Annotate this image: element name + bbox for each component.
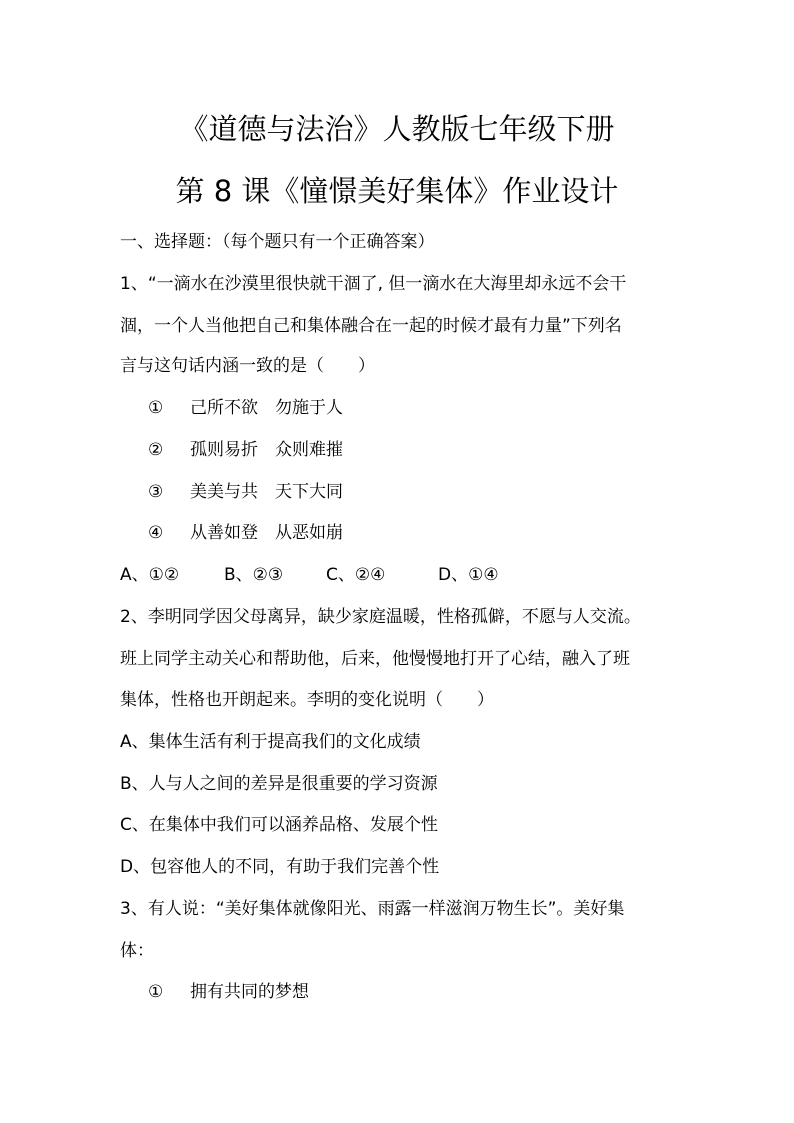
q1-option-number: ①: [148, 398, 164, 418]
q3-option-text: 拥有共同的梦想: [190, 982, 309, 1002]
q3-option-number: ①: [148, 982, 164, 1002]
q2-text-line: 班上同学主动关心和帮助他，后来，他慢慢地打开了心结，融入了班: [120, 649, 630, 669]
q1-answer-choices: [120, 563, 499, 587]
q1-option-text: 己所不欲 勿施于人: [190, 398, 343, 418]
q1-option: [148, 480, 343, 504]
q1-choice: C、②④: [326, 565, 386, 585]
section-heading: 一、选择题：（每个题只有一个正确答案）: [120, 232, 435, 252]
q1-option-number: ③: [148, 482, 164, 502]
q3-option: [148, 980, 309, 1004]
q2-answer: B、人与人之间的差异是很重要的学习资源: [120, 774, 438, 794]
q1-option-text: 从善如登 从恶如崩: [190, 523, 343, 543]
q1-option: [148, 521, 343, 545]
q3-text-line: 3、有人说：“美好集体就像阳光、雨露一样滋润万物生长”。美好集: [120, 899, 625, 919]
q1-choice: D、①④: [438, 565, 499, 585]
document-title-line2: 第 8 课《憧憬美好集体》作业设计: [175, 174, 619, 208]
q1-text-line: 涸，一个人当他把自己和集体融合在一起的时候才最有力量”下列名: [120, 316, 622, 336]
q2-answer: A、集体生活有利于提高我们的文化成绩: [120, 732, 421, 752]
q1-option-text: 孤则易折 众则难摧: [190, 440, 343, 460]
q2-text-line: 集体，性格也开朗起来。李明的变化说明（ ）: [120, 690, 494, 710]
q2-answer: D、包容他人的不同，有助于我们完善个性: [120, 857, 440, 877]
document-title-line1: 《道德与法治》人教版七年级下册: [179, 112, 615, 146]
q1-option: [148, 396, 343, 420]
q2-answer: C、在集体中我们可以涵养品格、发展个性: [120, 815, 438, 835]
q1-option-number: ②: [148, 440, 164, 460]
q1-text-line: 言与这句话内涵一致的是（ ）: [120, 356, 375, 376]
q1-text-line: 1、“一滴水在沙漠里很快就干涸了, 但一滴水在大海里却永远不会干: [120, 274, 627, 294]
q2-text-line: 2、李明同学因父母离异，缺少家庭温暖，性格孤僻，不愿与人交流。: [120, 607, 641, 627]
q1-option-number: ④: [148, 523, 164, 543]
q1-option-text: 美美与共 天下大同: [190, 482, 343, 502]
q1-choice: A、①②: [120, 565, 180, 585]
q3-text-line: 体：: [120, 941, 154, 961]
q1-choice: B、②③: [224, 565, 284, 585]
q1-option: [148, 438, 343, 462]
